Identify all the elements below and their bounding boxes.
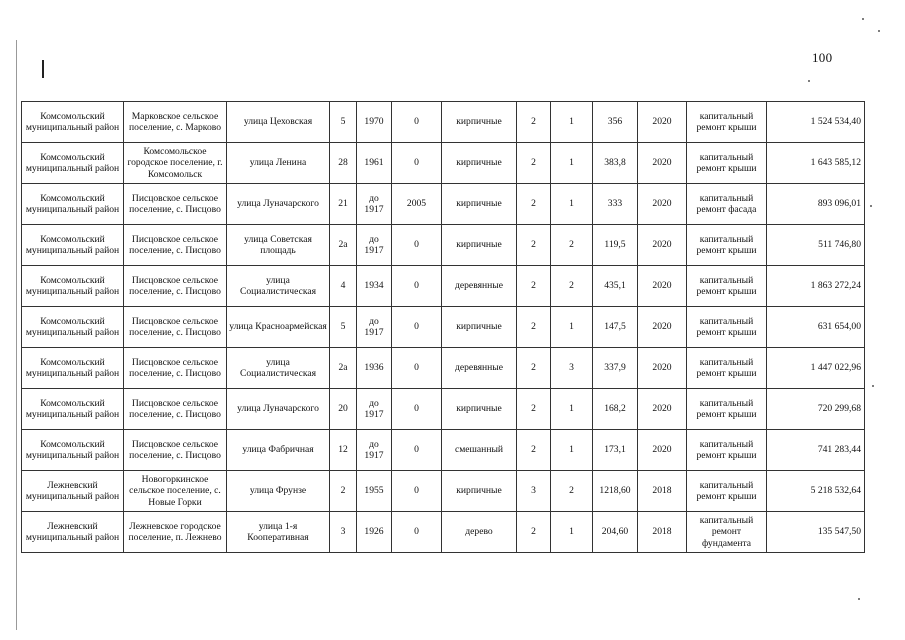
work-type-cell: капитальный ремонт крыши: [687, 266, 767, 307]
plan-year-cell: 2018: [638, 471, 687, 512]
street-cell: улица Луначарского: [227, 389, 330, 430]
house-number-cell: 12: [330, 430, 357, 471]
settlement-cell: Писцовское сельское поселение, с. Писцово: [124, 225, 227, 266]
plan-year-cell: 2020: [638, 143, 687, 184]
last-overhaul-year-cell: 0: [392, 348, 442, 389]
cost-cell: 135 547,50: [767, 512, 865, 553]
table-row: [22, 143, 865, 184]
year-built-cell: до 1917: [357, 389, 392, 430]
scan-dot: [858, 598, 860, 600]
plan-year-cell: 2020: [638, 389, 687, 430]
settlement-cell: Комсомольское городское поселение, г. Комсомольск: [124, 143, 227, 184]
cost-cell: 5 218 532,64: [767, 471, 865, 512]
cost-cell: 1 524 534,40: [767, 102, 865, 143]
settlement-cell: Новогоркинское сельское поселение, с. Новые Горки: [124, 471, 227, 512]
cost-cell: 1 643 585,12: [767, 143, 865, 184]
last-overhaul-year-cell: 0: [392, 102, 442, 143]
street-cell: улица 1-я Кооперативная: [227, 512, 330, 553]
floors-cell: 2: [517, 225, 551, 266]
entrances-cell: 3: [551, 348, 593, 389]
wall-material-cell: кирпичные: [442, 389, 517, 430]
work-type-cell: капитальный ремонт фасада: [687, 184, 767, 225]
area-cell: 333: [593, 184, 638, 225]
district-cell: Комсомольский муниципальный район: [22, 143, 124, 184]
scan-mark-left: [42, 60, 44, 78]
plan-year-cell: 2020: [638, 225, 687, 266]
entrances-cell: 1: [551, 389, 593, 430]
district-cell: Комсомольский муниципальный район: [22, 266, 124, 307]
area-cell: 356: [593, 102, 638, 143]
street-cell: улица Цеховская: [227, 102, 330, 143]
scan-dot: [862, 18, 864, 20]
district-cell: Лежневский муниципальный район: [22, 512, 124, 553]
last-overhaul-year-cell: 0: [392, 430, 442, 471]
area-cell: 1218,60: [593, 471, 638, 512]
scan-dot: [878, 30, 880, 32]
floors-cell: 3: [517, 471, 551, 512]
settlement-cell: Писцовское сельское поселение, с. Писцово: [124, 307, 227, 348]
floors-cell: 2: [517, 266, 551, 307]
cost-cell: 893 096,01: [767, 184, 865, 225]
house-number-cell: 2а: [330, 348, 357, 389]
area-cell: 173,1: [593, 430, 638, 471]
district-cell: Лежневский муниципальный район: [22, 471, 124, 512]
house-number-cell: 21: [330, 184, 357, 225]
street-cell: улица Советская площадь: [227, 225, 330, 266]
district-cell: Комсомольский муниципальный район: [22, 348, 124, 389]
year-built-cell: 1961: [357, 143, 392, 184]
street-cell: улица Красноармейская: [227, 307, 330, 348]
last-overhaul-year-cell: 0: [392, 512, 442, 553]
entrances-cell: 1: [551, 102, 593, 143]
year-built-cell: 1936: [357, 348, 392, 389]
last-overhaul-year-cell: 0: [392, 266, 442, 307]
work-type-cell: капитальный ремонт фундамента: [687, 512, 767, 553]
house-number-cell: 2а: [330, 225, 357, 266]
area-cell: 168,2: [593, 389, 638, 430]
plan-year-cell: 2018: [638, 512, 687, 553]
street-cell: улица Социалистическая: [227, 348, 330, 389]
floors-cell: 2: [517, 184, 551, 225]
floors-cell: 2: [517, 307, 551, 348]
year-built-cell: до 1917: [357, 430, 392, 471]
wall-material-cell: деревянные: [442, 266, 517, 307]
district-cell: Комсомольский муниципальный район: [22, 225, 124, 266]
floors-cell: 2: [517, 102, 551, 143]
scan-dot: [870, 205, 872, 207]
table-row: [22, 389, 865, 430]
settlement-cell: Писцовское сельское поселение, с. Писцово: [124, 348, 227, 389]
scan-dot: [872, 385, 874, 387]
entrances-cell: 2: [551, 471, 593, 512]
entrances-cell: 1: [551, 307, 593, 348]
table-row: [22, 430, 865, 471]
last-overhaul-year-cell: 0: [392, 225, 442, 266]
floors-cell: 2: [517, 348, 551, 389]
work-type-cell: капитальный ремонт крыши: [687, 389, 767, 430]
table-row: [22, 102, 865, 143]
table-row: [22, 225, 865, 266]
wall-material-cell: смешанный: [442, 430, 517, 471]
last-overhaul-year-cell: 0: [392, 389, 442, 430]
wall-material-cell: деревянные: [442, 348, 517, 389]
floors-cell: 2: [517, 389, 551, 430]
district-cell: Комсомольский муниципальный район: [22, 389, 124, 430]
cost-cell: 741 283,44: [767, 430, 865, 471]
wall-material-cell: кирпичные: [442, 143, 517, 184]
table-row: [22, 266, 865, 307]
cost-cell: 1 863 272,24: [767, 266, 865, 307]
table-body: [22, 102, 865, 553]
cost-cell: 1 447 022,96: [767, 348, 865, 389]
entrances-cell: 1: [551, 430, 593, 471]
house-number-cell: 5: [330, 102, 357, 143]
work-type-cell: капитальный ремонт крыши: [687, 430, 767, 471]
house-number-cell: 5: [330, 307, 357, 348]
plan-year-cell: 2020: [638, 348, 687, 389]
scan-margin-line: [16, 40, 17, 630]
wall-material-cell: кирпичные: [442, 102, 517, 143]
house-number-cell: 2: [330, 471, 357, 512]
district-cell: Комсомольский муниципальный район: [22, 102, 124, 143]
table-row: [22, 348, 865, 389]
cost-cell: 720 299,68: [767, 389, 865, 430]
district-cell: Комсомольский муниципальный район: [22, 430, 124, 471]
year-built-cell: 1955: [357, 471, 392, 512]
floors-cell: 2: [517, 430, 551, 471]
wall-material-cell: кирпичные: [442, 471, 517, 512]
settlement-cell: Писцовское сельское поселение, с. Писцово: [124, 266, 227, 307]
settlement-cell: Писцовское сельское поселение, с. Писцово: [124, 184, 227, 225]
area-cell: 204,60: [593, 512, 638, 553]
scan-dot: [808, 80, 810, 82]
wall-material-cell: кирпичные: [442, 307, 517, 348]
housing-registry-table: [21, 101, 865, 553]
table-row: [22, 307, 865, 348]
street-cell: улица Фрунзе: [227, 471, 330, 512]
entrances-cell: 1: [551, 512, 593, 553]
work-type-cell: капитальный ремонт крыши: [687, 307, 767, 348]
street-cell: улица Луначарского: [227, 184, 330, 225]
year-built-cell: до 1917: [357, 184, 392, 225]
year-built-cell: до 1917: [357, 307, 392, 348]
wall-material-cell: кирпичные: [442, 225, 517, 266]
year-built-cell: 1926: [357, 512, 392, 553]
cost-cell: 631 654,00: [767, 307, 865, 348]
wall-material-cell: кирпичные: [442, 184, 517, 225]
district-cell: Комсомольский муниципальный район: [22, 184, 124, 225]
plan-year-cell: 2020: [638, 307, 687, 348]
last-overhaul-year-cell: 0: [392, 471, 442, 512]
page-number: 100: [812, 50, 833, 65]
street-cell: улица Социалистическая: [227, 266, 330, 307]
area-cell: 435,1: [593, 266, 638, 307]
settlement-cell: Лежневское городское поселение, п. Лежнево: [124, 512, 227, 553]
last-overhaul-year-cell: 2005: [392, 184, 442, 225]
cost-cell: 511 746,80: [767, 225, 865, 266]
entrances-cell: 1: [551, 184, 593, 225]
table-row: [22, 184, 865, 225]
wall-material-cell: дерево: [442, 512, 517, 553]
settlement-cell: Писцовское сельское поселение, с. Писцово: [124, 430, 227, 471]
plan-year-cell: 2020: [638, 430, 687, 471]
table-row: [22, 512, 865, 553]
settlement-cell: Писцовское сельское поселение, с. Писцово: [124, 389, 227, 430]
work-type-cell: капитальный ремонт крыши: [687, 143, 767, 184]
district-cell: Комсомольский муниципальный район: [22, 307, 124, 348]
year-built-cell: до 1917: [357, 225, 392, 266]
work-type-cell: капитальный ремонт крыши: [687, 348, 767, 389]
house-number-cell: 20: [330, 389, 357, 430]
street-cell: улица Фабричная: [227, 430, 330, 471]
plan-year-cell: 2020: [638, 102, 687, 143]
house-number-cell: 4: [330, 266, 357, 307]
floors-cell: 2: [517, 143, 551, 184]
house-number-cell: 3: [330, 512, 357, 553]
settlement-cell: Марковское сельское поселение, с. Марково: [124, 102, 227, 143]
plan-year-cell: 2020: [638, 184, 687, 225]
work-type-cell: капитальный ремонт крыши: [687, 225, 767, 266]
floors-cell: 2: [517, 512, 551, 553]
work-type-cell: капитальный ремонт крыши: [687, 471, 767, 512]
area-cell: 147,5: [593, 307, 638, 348]
street-cell: улица Ленина: [227, 143, 330, 184]
plan-year-cell: 2020: [638, 266, 687, 307]
entrances-cell: 2: [551, 225, 593, 266]
year-built-cell: 1970: [357, 102, 392, 143]
entrances-cell: 2: [551, 266, 593, 307]
last-overhaul-year-cell: 0: [392, 143, 442, 184]
area-cell: 383,8: [593, 143, 638, 184]
year-built-cell: 1934: [357, 266, 392, 307]
work-type-cell: капитальный ремонт крыши: [687, 102, 767, 143]
area-cell: 119,5: [593, 225, 638, 266]
table-row: [22, 471, 865, 512]
entrances-cell: 1: [551, 143, 593, 184]
house-number-cell: 28: [330, 143, 357, 184]
last-overhaul-year-cell: 0: [392, 307, 442, 348]
area-cell: 337,9: [593, 348, 638, 389]
